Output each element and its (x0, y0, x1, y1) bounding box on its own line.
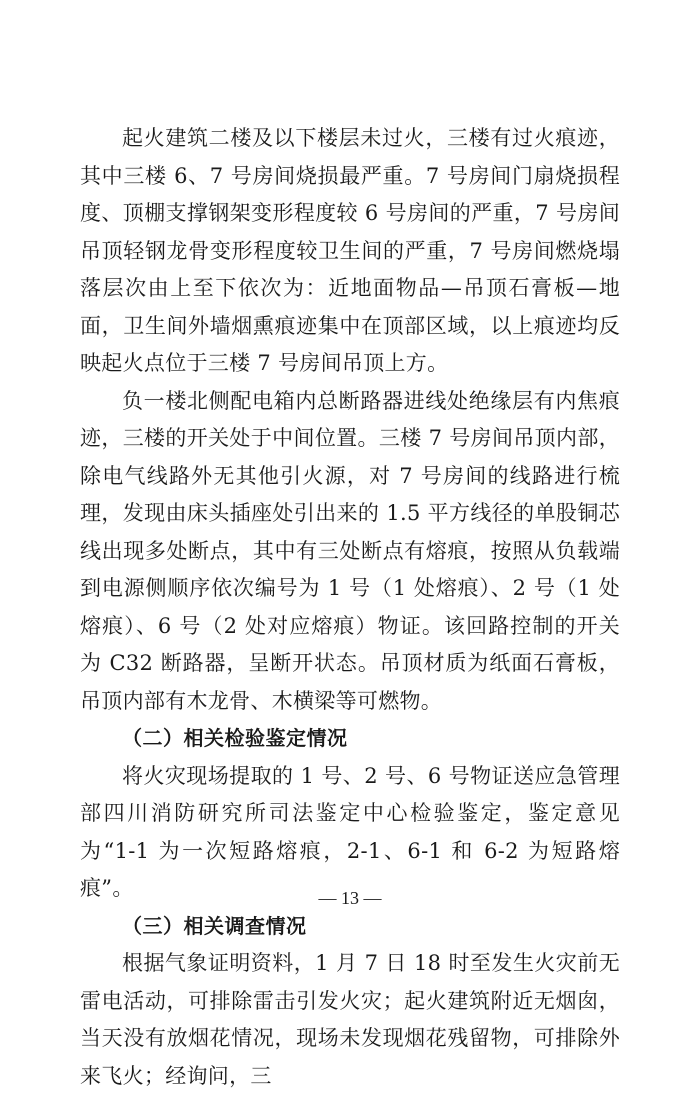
paragraph-investigation-details: 根据气象证明资料，1 月 7 日 18 时至发生火灾前无雷电活动，可排除雷击引发火灾；起火建筑附近无烟囱，当天没有放烟花情况，现场未发现烟花残留物，可排除外来飞火；经询问，三 (80, 951, 620, 1088)
paragraph-electrical-findings: 负一楼北侧配电箱内总断路器进线处绝缘层有内焦痕迹，三楼的开关处于中间位置。三楼 7 号房间吊顶内部，除电气线路外无其他引火源，对 7 号房间的线路进行梳理，发现由床头插座处引出来的 1.5 平方线径的单股铜芯线出现多处断点，其中有三处断点有熔痕，按照从负载端到电源侧顺序依次编号为 1 号（1 处熔痕）、2 号（1 处熔痕）、6 号（2 处对应熔痕）物证。该回路控制的开关为 C32 断路器，呈断开状态。吊顶材质为纸面石膏板，吊顶内部有木龙骨、木横梁等可燃物。 (80, 388, 620, 713)
section-heading-inspection: （二）相关检验鉴定情况 (122, 726, 348, 750)
page-body (80, 120, 620, 1095)
paragraph-fire-traces: 起火建筑二楼及以下楼层未过火，三楼有过火痕迹，其中三楼 6、7 号房间烧损最严重。7 号房间门扇烧损程度、顶棚支撑钢架变形程度较 6 号房间的严重，7 号房间吊顶轻钢龙骨变形程度较卫生间的严重，7 号房间燃烧塌落层次由上至下依次为：近地面物品—吊顶石膏板—地面，卫生间外墙烟熏痕迹集中在顶部区域，以上痕迹均反映起火点位于三楼 7 号房间吊顶上方。 (80, 126, 620, 375)
page-number: — 13 — (318, 888, 382, 908)
section-heading-investigation: （三）相关调查情况 (122, 913, 307, 938)
paragraph-inspection-results: 将火灾现场提取的 1 号、2 号、6 号物证送应急管理部四川消防研究所司法鉴定中心检验鉴定，鉴定意见为“1-1 为一次短路熔痕，2-1、6-1 和 6-2 为短路熔痕”。 (80, 763, 620, 900)
